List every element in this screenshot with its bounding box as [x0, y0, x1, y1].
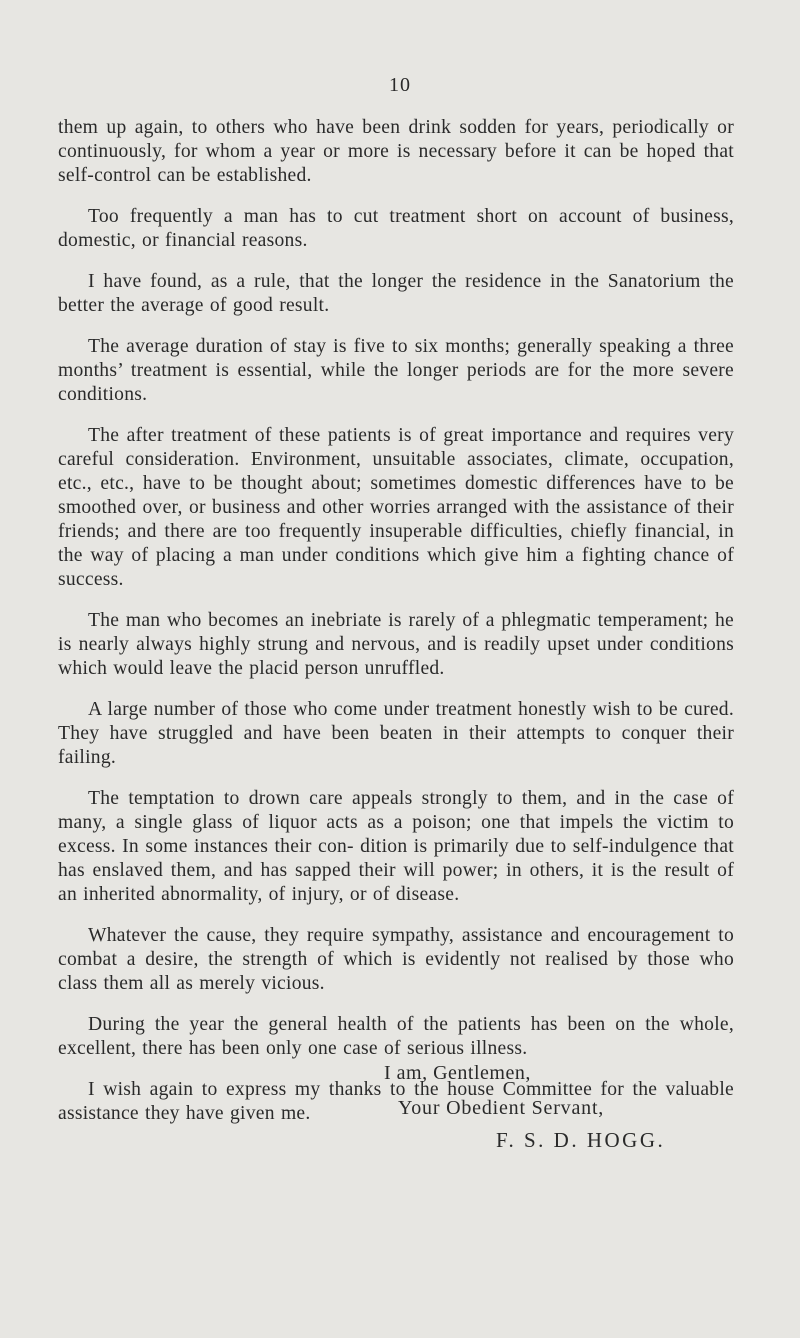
page-number: 10 — [389, 74, 411, 96]
letter-body — [58, 116, 734, 1143]
closing-salutation — [0, 1062, 800, 1085]
paragraph-treatment-cut-short: Too frequently a man has to cut treatment short on account of business, domestic, or financial reasons. — [58, 206, 734, 251]
closing-valediction — [0, 1097, 800, 1120]
paragraph-inebriate-temperament: The man who becomes an inebriate is rarely of a phlegmatic temperament; he is nearly always highly strung and nervous, and is readily upset under conditions which would leave the placid person unruffled. — [58, 610, 734, 679]
paragraph-wish-to-be-cured: A large number of those who come under treatment honestly wish to be cured. They have struggled and have been beaten in their attempts to conquer their failing. — [58, 699, 734, 768]
paragraph-thanks: I wish again to express my thanks to the house Committee for the valuable assistance they have given me. — [58, 1079, 734, 1124]
paragraph-after-treatment: The after treatment of these patients is of great importance and requires very careful consideration. Environment, unsuitable associates, climate, occupation, etc., etc., have to be thought about; sometimes domestic differences have to be smoothed over, or business and other worries arranged with the assistance of their friends; and there are too frequently insuperable difficulties, chiefly financial, in the way of placing a man under conditions which give him a fighting chance of success. — [58, 425, 734, 590]
signature — [0, 1128, 800, 1153]
signature-text: F. S. D. HOGG. — [496, 1128, 666, 1152]
closing-salutation-text: I am, Gentlemen, — [384, 1062, 531, 1084]
paragraph-residence-length: I have found, as a rule, that the longer the residence in the Sanatorium the better the average of good result. — [58, 271, 734, 316]
paragraph-sympathy: Whatever the cause, they require sympathy, assistance and encouragement to combat a desire, the strength of which is evidently not realised by those who class them all as merely vicious. — [58, 925, 734, 994]
paragraph-continuation: them up again, to others who have been drink sodden for years, periodically or continuously, for whom a year or more is necessary before it can be hoped that self-control can be established. — [58, 117, 734, 186]
paragraph-average-duration: The average duration of stay is five to six months; generally speaking a three months’ treatment is essential, while the longer periods are for the more severe conditions. — [58, 336, 734, 405]
closing-valediction-text: Your Obedient Servant, — [398, 1097, 605, 1119]
paragraph-temptation: The temptation to drown care appeals strongly to them, and in the case of many, a single glass of liquor acts as a poison; one that impels the victim to excess. In some instances their con- dition is primarily due to self-indulgence that has enslaved them, and has sapped their will power; in others, it is the result of an inherited abnormality, of injury, or of disease. — [58, 788, 734, 905]
paragraph-general-health: During the year the general health of the patients has been on the whole, excellent, there has been only one case of serious illness. — [58, 1014, 734, 1059]
